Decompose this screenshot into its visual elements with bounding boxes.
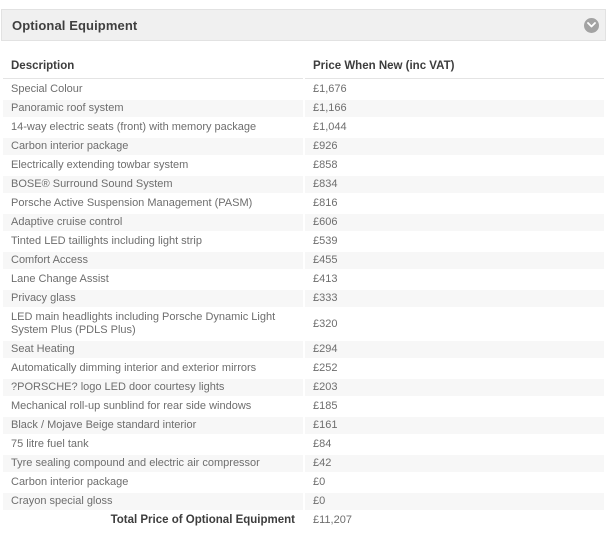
equipment-price: £185 — [313, 400, 338, 412]
equipment-price: £413 — [313, 273, 338, 285]
equipment-description: Crayon special gloss — [3, 493, 303, 510]
equipment-price: £816 — [313, 197, 338, 209]
equipment-description: Lane Change Assist — [11, 273, 109, 285]
equipment-price: £84 — [313, 438, 332, 450]
equipment-description: Automatically dimming interior and exterior mirrors — [11, 362, 257, 374]
equipment-description: Special Colour — [11, 83, 83, 95]
equipment-description: Seat Heating — [3, 341, 303, 358]
equipment-price: £294 — [305, 341, 604, 358]
equipment-description: ?PORSCHE? logo LED door courtesy lights — [3, 379, 303, 396]
equipment-price: £539 — [313, 235, 338, 247]
equipment-description: Carbon interior package — [3, 138, 303, 155]
total-label: Total Price of Optional Equipment — [110, 514, 295, 526]
table-row — [3, 341, 604, 358]
table-row — [3, 214, 604, 231]
equipment-price: £1,166 — [305, 100, 604, 117]
table-row — [3, 417, 604, 434]
equipment-price: £926 — [305, 138, 604, 155]
table-row — [3, 81, 604, 98]
equipment-description: Tinted LED taillights including light strip — [11, 235, 202, 247]
equipment-description: Carbon interior package — [11, 476, 129, 488]
optional-equipment-table — [1, 54, 606, 531]
equipment-description: 75 litre fuel tank — [11, 438, 89, 450]
equipment-description: Adaptive cruise control — [3, 214, 303, 231]
table-row — [3, 309, 604, 339]
table-row — [3, 398, 604, 415]
table-row — [3, 271, 604, 288]
table-row — [3, 157, 604, 174]
table-row — [3, 176, 604, 193]
equipment-description: Privacy glass — [3, 290, 303, 307]
table-row — [3, 290, 604, 307]
equipment-price: £455 — [305, 252, 604, 269]
table-row — [3, 379, 604, 396]
equipment-price: £320 — [313, 317, 338, 330]
table-row — [3, 119, 604, 136]
section-title: Optional Equipment — [12, 17, 138, 33]
column-header-description: Description — [3, 56, 303, 79]
equipment-description: Black / Mojave Beige standard interior — [3, 417, 303, 434]
chevron-down-icon[interactable] — [584, 18, 599, 33]
table-row — [3, 252, 604, 269]
equipment-price: £606 — [305, 214, 604, 231]
table-row — [3, 195, 604, 212]
equipment-price: £203 — [305, 379, 604, 396]
table-row — [3, 360, 604, 377]
table-row — [3, 493, 604, 510]
equipment-price: £252 — [313, 362, 338, 374]
equipment-description: 14-way electric seats (front) with memory package — [11, 121, 257, 133]
table-row — [3, 455, 604, 472]
equipment-description: BOSE® Surround Sound System — [3, 176, 303, 193]
table-row — [3, 100, 604, 117]
optional-equipment-accordion-header[interactable] — [1, 9, 606, 41]
table-row — [3, 474, 604, 491]
table-row — [3, 436, 604, 453]
equipment-description: Mechanical roll-up sunblind for rear side windows — [11, 400, 252, 412]
column-header-price: Price When New (inc VAT) — [305, 56, 604, 79]
equipment-price: £834 — [305, 176, 604, 193]
equipment-price: £1,044 — [313, 121, 347, 133]
equipment-price: £858 — [313, 159, 338, 171]
optional-equipment-section — [1, 9, 606, 531]
table-header-row — [3, 56, 604, 79]
table-row — [3, 138, 604, 155]
equipment-price: £333 — [305, 290, 604, 307]
equipment-rows — [3, 81, 604, 510]
equipment-price: £1,676 — [313, 83, 347, 95]
equipment-price: £0 — [305, 493, 604, 510]
equipment-price: £42 — [305, 455, 604, 472]
total-row — [3, 512, 604, 529]
total-value: £11,207 — [313, 514, 352, 526]
equipment-description: Electrically extending towbar system — [11, 159, 189, 171]
equipment-description: Tyre sealing compound and electric air compressor — [3, 455, 303, 472]
equipment-price: £0 — [313, 476, 326, 488]
equipment-description: Comfort Access — [3, 252, 303, 269]
equipment-description: Panoramic roof system — [3, 100, 303, 117]
equipment-price: £161 — [305, 417, 604, 434]
equipment-description: LED main headlights including Porsche Dynamic Light System Plus (PDLS Plus) — [11, 311, 276, 336]
table-row — [3, 233, 604, 250]
equipment-description: Porsche Active Suspension Management (PASM) — [11, 197, 253, 209]
